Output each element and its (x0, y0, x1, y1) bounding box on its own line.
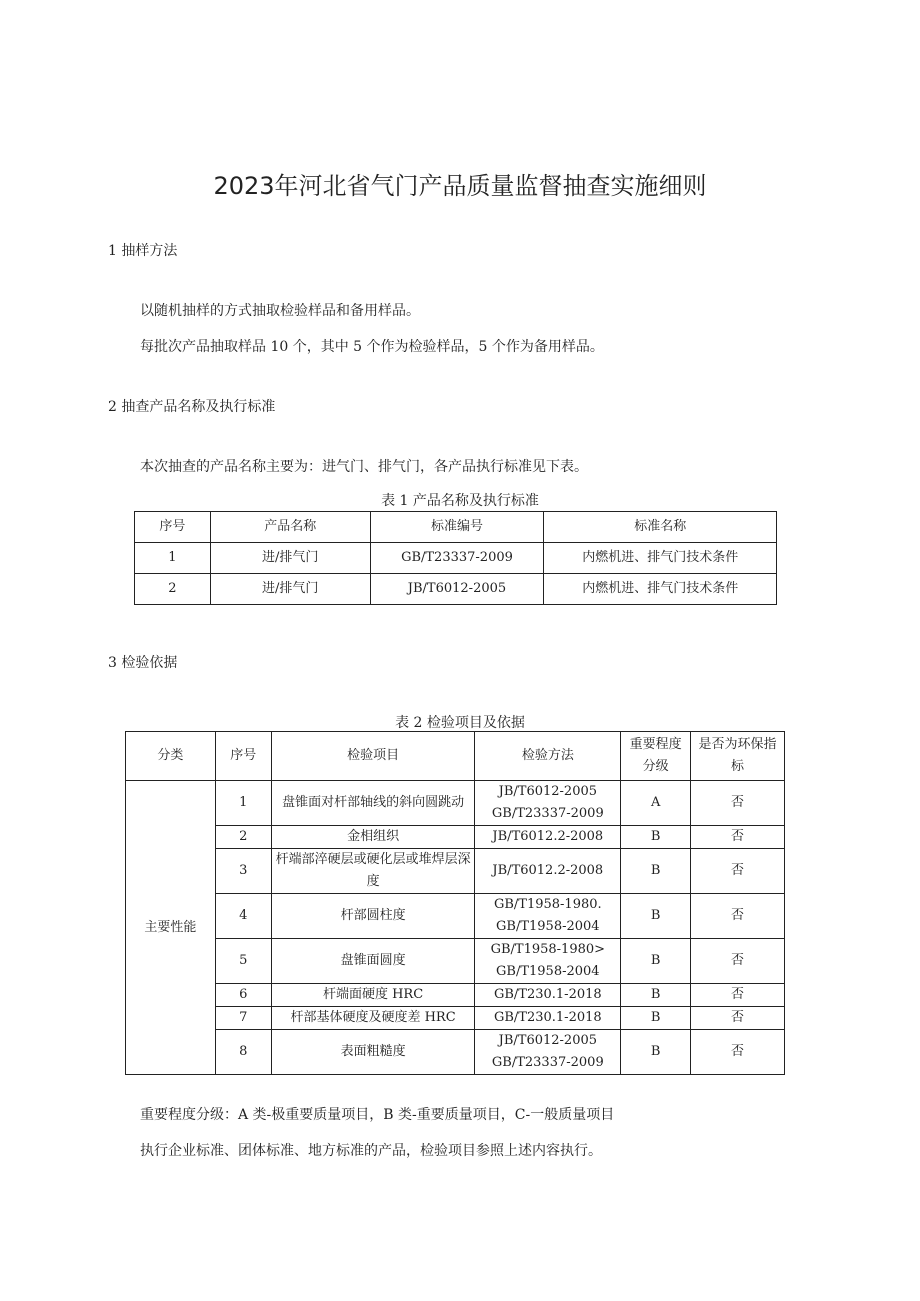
header-cell: 检验项目 (271, 732, 475, 781)
seq-cell: 4 (215, 894, 271, 939)
seq-cell: 3 (215, 849, 271, 894)
env-cell: 否 (691, 984, 785, 1007)
method-line: JB/T6012-2005 (498, 784, 598, 799)
method-line: GB/T230.1-2018 (493, 1010, 602, 1025)
env-cell: 否 (691, 894, 785, 939)
cell: 内燃机进、排气门技术条件 (544, 574, 777, 605)
header-cell: 检验方法 (475, 732, 621, 781)
header-cell: 是否为环保指标 (691, 732, 785, 781)
method-line: GB/T23337-2009 (491, 806, 604, 821)
item-cell: 杆端面硬度 HRC (271, 984, 475, 1007)
grade-cell: B (621, 939, 691, 984)
item-cell: 杆部圆柱度 (271, 894, 475, 939)
method-line: GB/T230.1-2018 (493, 987, 602, 1002)
table-row (126, 1007, 785, 1030)
seq-cell: 1 (215, 781, 271, 826)
env-cell: 否 (691, 1007, 785, 1030)
paragraph: 每批次产品抽取样品 10 个，其中 5 个作为检验样品，5 个作为备用样品。 (140, 339, 604, 355)
cell: 进/排气门 (210, 574, 370, 605)
header-cell: 标准名称 (544, 512, 777, 543)
method-cell (475, 939, 621, 984)
table1-caption: 表 1 产品名称及执行标准 (381, 493, 539, 509)
method-cell (475, 984, 621, 1007)
header-cell: 产品名称 (210, 512, 370, 543)
method-line: JB/T6012-2005 (498, 1033, 598, 1048)
env-cell: 否 (691, 939, 785, 984)
header-cell: 标准编号 (370, 512, 544, 543)
page-title: 2023年河北省气门产品质量监督抽查实施细则 (213, 172, 707, 200)
table-header-row (126, 732, 785, 781)
seq-cell: 8 (215, 1030, 271, 1075)
section-heading-products: 2 抽查产品名称及执行标准 (108, 399, 276, 415)
method-cell (475, 894, 621, 939)
item-cell: 杆端部淬硬层或硬化层或堆焊层深度 (271, 849, 475, 894)
table-row (126, 894, 785, 939)
note-grade: 重要程度分级：A 类-极重要质量项目，B 类-重要质量项目，C-一般质量项目 (140, 1107, 615, 1123)
grade-cell: B (621, 826, 691, 849)
env-cell: 否 (691, 1030, 785, 1075)
env-cell: 否 (691, 849, 785, 894)
table-row (126, 939, 785, 984)
product-standard-table (134, 511, 777, 605)
table-row (126, 849, 785, 894)
cell: 内燃机进、排气门技术条件 (544, 543, 777, 574)
inspection-items-table (125, 731, 785, 1075)
table-row (126, 781, 785, 826)
header-cell: 重要程度分级 (621, 732, 691, 781)
grade-cell: B (621, 1030, 691, 1075)
grade-cell: B (621, 849, 691, 894)
category-cell: 主要性能 (126, 781, 216, 1075)
header-cell: 序号 (135, 512, 211, 543)
cell: JB/T6012-2005 (370, 574, 544, 605)
header-cell: 分类 (126, 732, 216, 781)
method-line: GB/T1958-2004 (496, 964, 600, 979)
seq-cell: 7 (215, 1007, 271, 1030)
grade-cell: A (621, 781, 691, 826)
header-cell: 序号 (215, 732, 271, 781)
item-cell: 盘锥面对杆部轴线的斜向圆跳动 (271, 781, 475, 826)
table2-caption: 表 2 检验项目及依据 (395, 715, 525, 731)
section-heading-basis: 3 检验依据 (108, 655, 178, 671)
method-line: GB/T1958-1980> (490, 942, 606, 957)
paragraph: 本次抽查的产品名称主要为：进气门、排气门，各产品执行标准见下表。 (140, 459, 588, 475)
grade-cell: B (621, 894, 691, 939)
item-cell: 表面粗糙度 (271, 1030, 475, 1075)
method-cell (475, 826, 621, 849)
env-cell: 否 (691, 781, 785, 826)
table-row (135, 574, 777, 605)
cell: 进/排气门 (210, 543, 370, 574)
method-line: JB/T6012.2-2008 (492, 863, 604, 878)
table-row (126, 984, 785, 1007)
method-cell (475, 849, 621, 894)
note-standards: 执行企业标准、团体标准、地方标准的产品，检验项目参照上述内容执行。 (140, 1143, 602, 1159)
method-line: GB/T23337-2009 (491, 1055, 604, 1070)
env-cell: 否 (691, 826, 785, 849)
table-row (126, 826, 785, 849)
method-cell (475, 1007, 621, 1030)
table-row (135, 543, 777, 574)
method-line: JB/T6012.2-2008 (492, 829, 604, 844)
item-cell: 金相组织 (271, 826, 475, 849)
item-cell: 盘锥面圆度 (271, 939, 475, 984)
section-heading-sampling: 1 抽样方法 (108, 243, 178, 259)
item-cell: 杆部基体硬度及硬度差 HRC (271, 1007, 475, 1030)
cell: 2 (135, 574, 211, 605)
method-cell (475, 781, 621, 826)
seq-cell: 2 (215, 826, 271, 849)
method-cell (475, 1030, 621, 1075)
seq-cell: 6 (215, 984, 271, 1007)
paragraph: 以随机抽样的方式抽取检验样品和备用样品。 (140, 303, 420, 319)
table-row (126, 1030, 785, 1075)
method-line: GB/T1958-2004 (496, 919, 600, 934)
cell: 1 (135, 543, 211, 574)
grade-cell: B (621, 1007, 691, 1030)
method-line: GB/T1958-1980. (493, 897, 602, 912)
table-header-row (135, 512, 777, 543)
seq-cell: 5 (215, 939, 271, 984)
cell: GB/T23337-2009 (370, 543, 544, 574)
grade-cell: B (621, 984, 691, 1007)
